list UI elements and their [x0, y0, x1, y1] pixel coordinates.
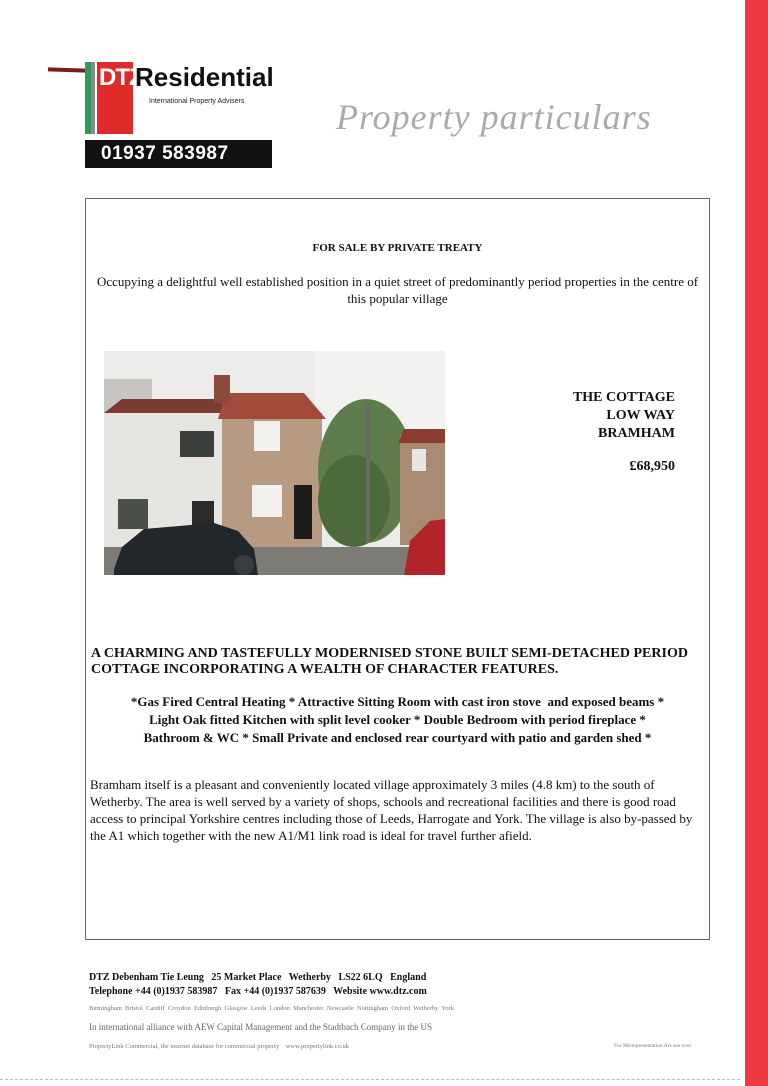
sale-type: FOR SALE BY PRIVATE TREATY [312, 242, 483, 254]
property-address [520, 389, 675, 443]
logo-short: DTZ [99, 64, 143, 91]
footer-alliance: In international alliance with AEW Capital Management and the Stadtbach Company in the US [89, 1022, 432, 1032]
address-line-2: LOW WAY [606, 408, 675, 423]
address-line-3: BRAMHAM [598, 426, 675, 441]
document-title: Property particulars [336, 97, 652, 137]
phone-banner: 01937 583987 [85, 140, 272, 168]
features-line-3: Bathroom & WC * Small Private and enclosed rear courtyard with patio and garden shed * [143, 730, 652, 745]
features-list [90, 693, 705, 747]
footer-address: DTZ Debenham Tie Leung 25 Market Place Wetherby LS22 6LQ England [89, 972, 427, 983]
red-side-bar [745, 0, 768, 1086]
footer-offices: Birmingham Bristol Cardiff Croydon Edinburgh Glasgow Leeds London Manchester Newcastle Nottingham Oxford Wetherby York [89, 1005, 455, 1012]
logo-tagline: International Property Advisers [149, 98, 245, 105]
logo-name: Residential [135, 62, 274, 92]
page-bottom-rule [0, 1079, 740, 1080]
intro-text: Occupying a delightful well established position in a quiet street of predominantly period properties in the centre of this popular village [96, 274, 699, 306]
property-photo [104, 351, 445, 575]
features-line-1: *Gas Fired Central Heating * Attractive Sitting Room with cast iron stove and exposed beams * [130, 694, 665, 709]
address-line-1: THE COTTAGE [572, 390, 675, 405]
handwritten-mark [48, 67, 86, 72]
logo-grey-stripe [91, 62, 95, 134]
footer-contact-block [89, 971, 427, 999]
property-headline: A CHARMING AND TASTEFULLY MODERNISED STONE BUILT SEMI-DETACHED PERIOD COTTAGE INCORPORATING A WEALTH OF CHARACTER FEATURES. [91, 646, 688, 677]
footer-propertylink: PropertyLink Commercial, the internet database for commercial property www.propertylink.co.uk [89, 1043, 350, 1050]
asking-price: £68,950 [629, 459, 675, 474]
location-description: Bramham itself is a pleasant and conveniently located village approximately 3 miles (4.8 km) to the south of Wetherby. The area is well served by a variety of shops, schools and recreational facilities and there is good road access to principal Yorkshire centres including those of Leeds, Harrogate and York. The village is also by-passed by the A1 which together with the new A1/M1 link road is ideal for travel further afield. [90, 777, 693, 843]
footer-misrepresentation: For Misrepresentation Act see over [614, 1043, 692, 1049]
features-line-2: Light Oak fitted Kitchen with split level cooker * Double Bedroom with period fireplace * [149, 712, 646, 727]
footer-contact: Telephone +44 (0)1937 583987 Fax +44 (0)1937 587639 Website www.dtz.com [89, 986, 427, 997]
dtz-logo [85, 62, 275, 134]
